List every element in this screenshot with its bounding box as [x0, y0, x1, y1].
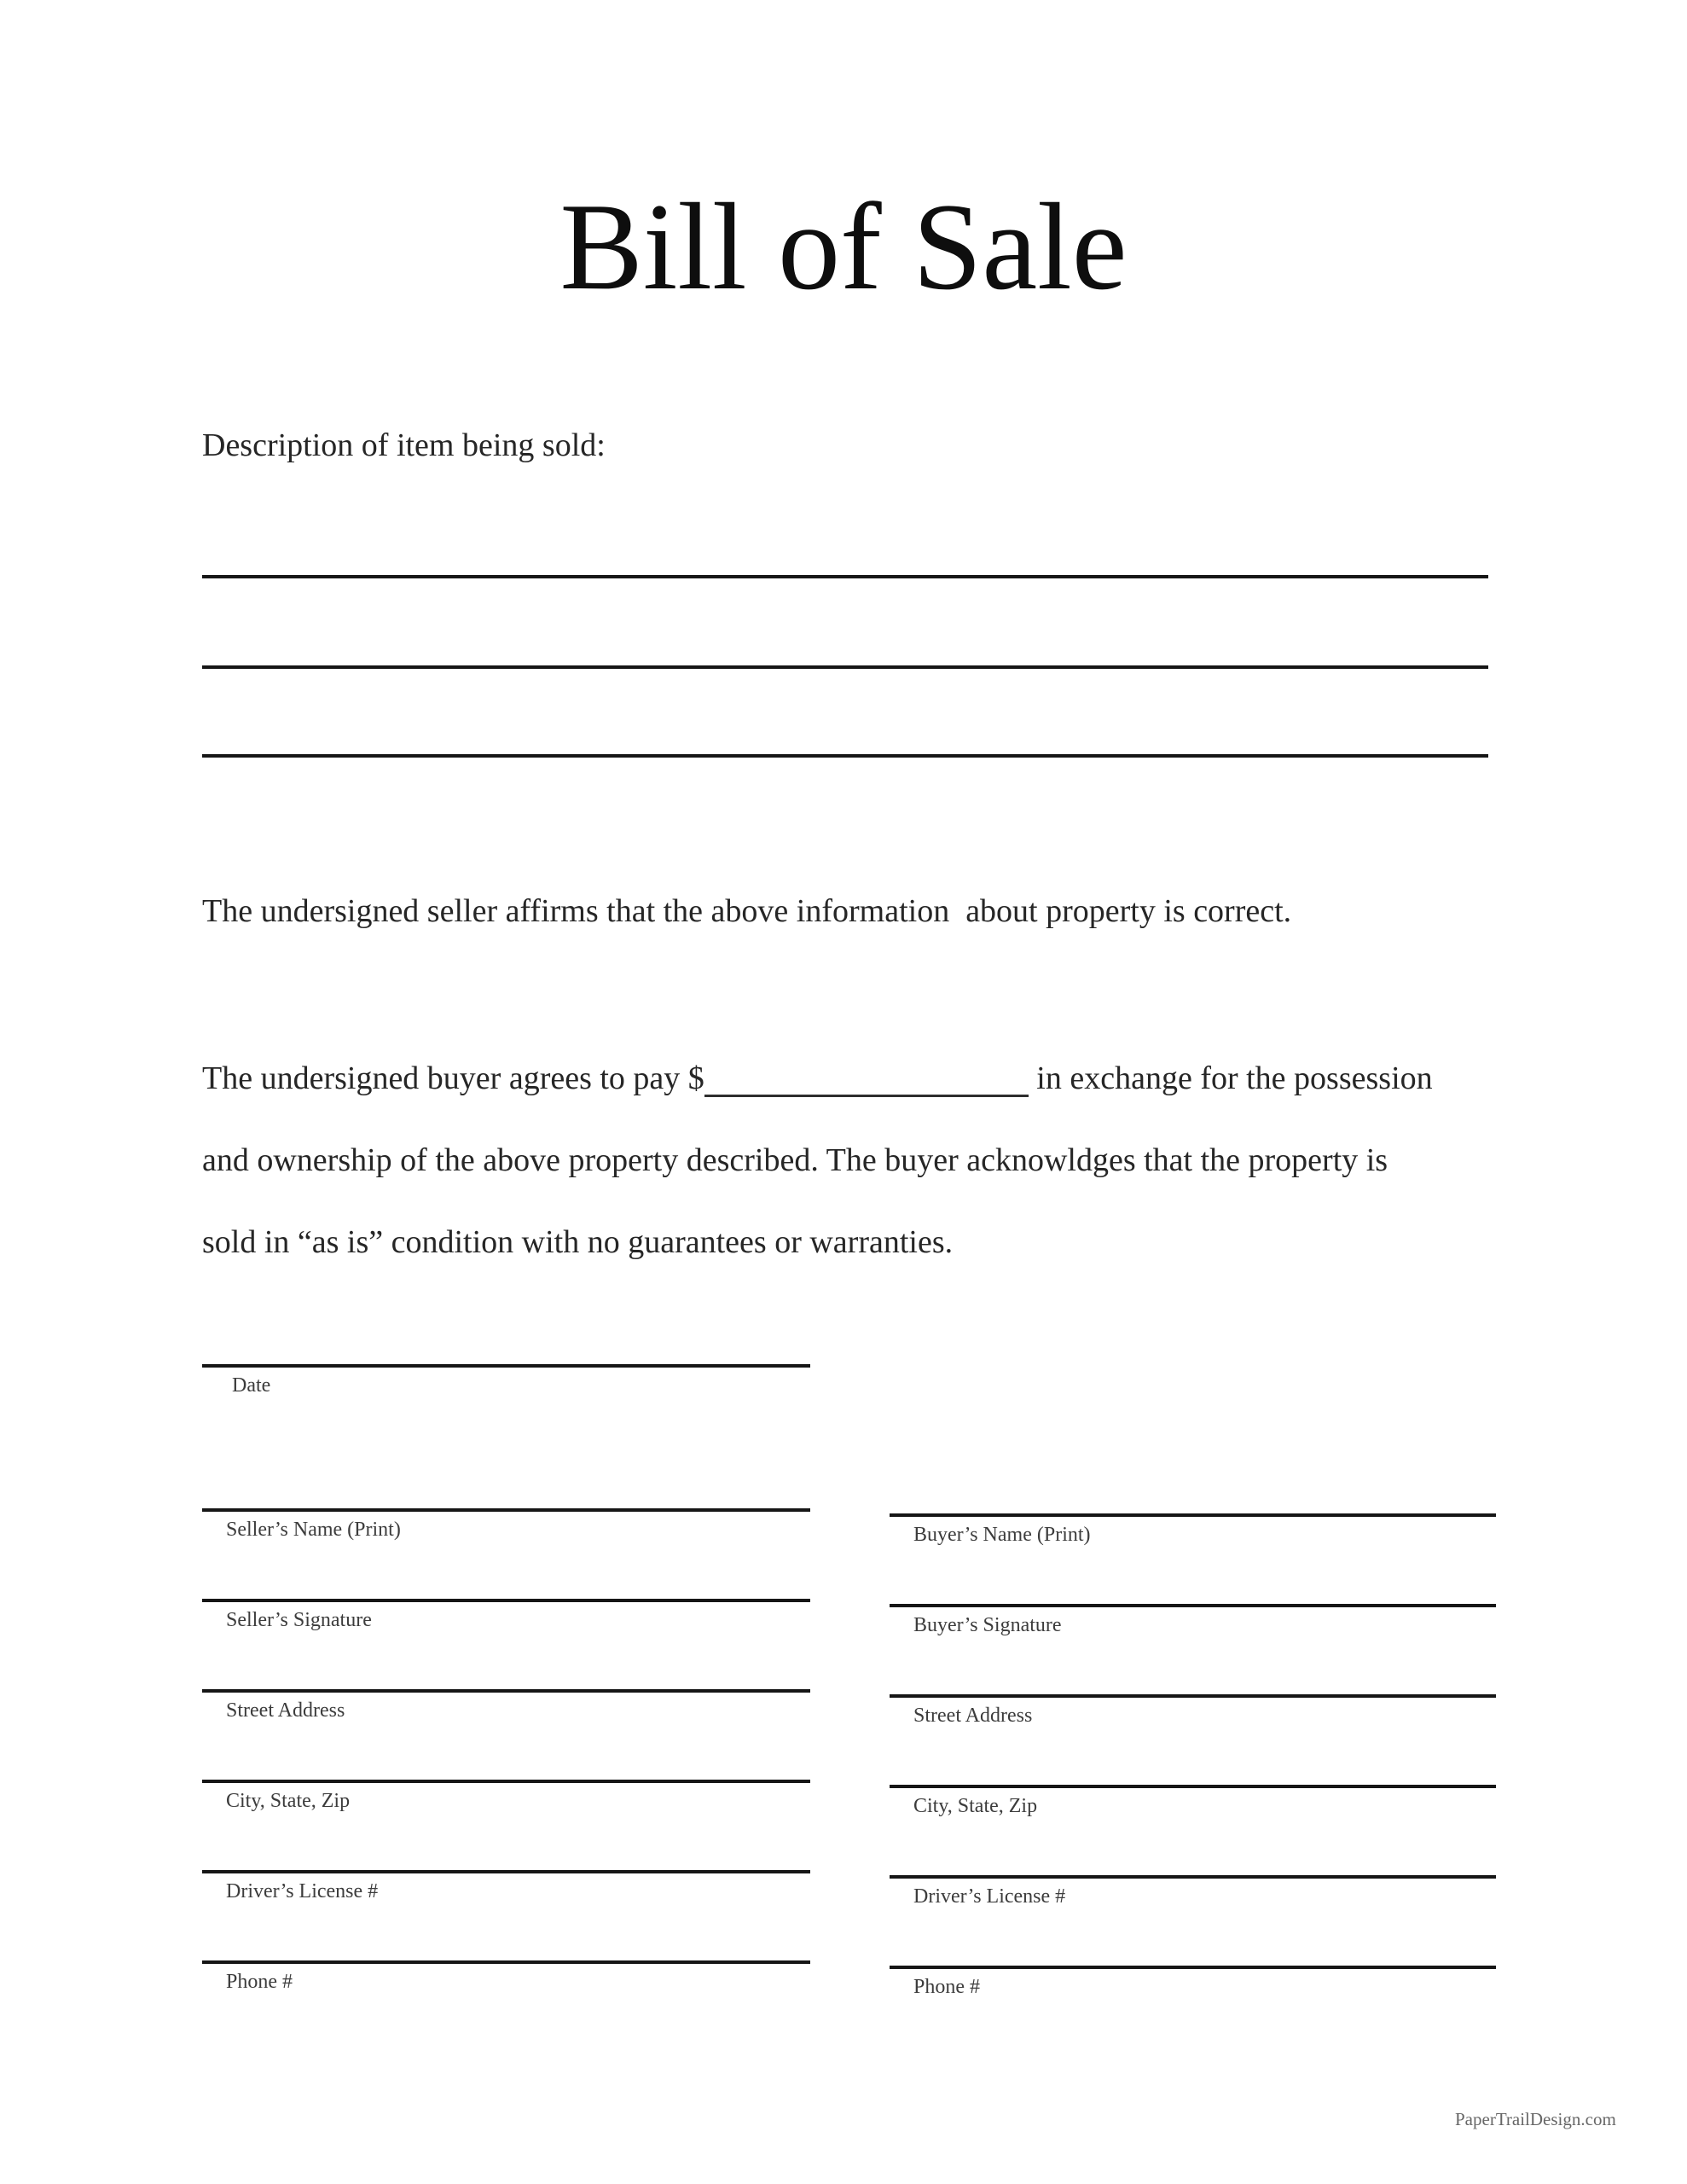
buyer-agreement-line-3: sold in “as is” condition with no guarantees or warranties. [202, 1224, 954, 1260]
amount-fill-line[interactable] [704, 1094, 1029, 1097]
seller-name-print-field[interactable] [202, 1508, 810, 1599]
seller-signature-label: Seller’s Signature [226, 1609, 372, 1631]
seller-street-address-field[interactable] [202, 1689, 810, 1780]
seller-phone-field[interactable] [202, 1960, 810, 2051]
buyer-phone-label: Phone # [913, 1976, 980, 1998]
buyer-agreement-line-1 [202, 1060, 1433, 1097]
description-fill-line-3[interactable] [202, 754, 1488, 758]
buyer-name-print-label: Buyer’s Name (Print) [913, 1524, 1091, 1546]
seller-street-address-label: Street Address [226, 1699, 345, 1722]
seller-drivers-license-field[interactable] [202, 1870, 810, 1960]
seller-signature-column [202, 1508, 810, 2051]
seller-city-state-zip-field[interactable] [202, 1780, 810, 1870]
buyer-drivers-license-field[interactable] [890, 1875, 1496, 1966]
seller-signature-field[interactable] [202, 1599, 810, 1689]
page-title: Bill of Sale [559, 177, 1128, 316]
buyer-agreement-prefix: The undersigned buyer agrees to pay $ [202, 1060, 704, 1096]
buyer-signature-field[interactable] [890, 1604, 1496, 1694]
description-fill-line-2[interactable] [202, 665, 1488, 669]
buyer-name-print-field[interactable] [890, 1513, 1496, 1604]
buyer-signature-column [890, 1513, 1496, 2056]
date-field[interactable] [202, 1364, 810, 1501]
buyer-city-state-zip-label: City, State, Zip [913, 1795, 1038, 1817]
description-label: Description of item being sold: [202, 427, 606, 463]
buyer-phone-field[interactable] [890, 1966, 1496, 2056]
footer-credit: PaperTrailDesign.com [1455, 2109, 1616, 2129]
description-fill-line-1[interactable] [202, 575, 1488, 578]
buyer-agreement-line-2: and ownership of the above property described. The buyer acknowldges that the property is [202, 1142, 1388, 1178]
seller-drivers-license-label: Driver’s License # [226, 1880, 379, 1902]
seller-name-print-label: Seller’s Name (Print) [226, 1519, 401, 1541]
buyer-agreement-suffix: in exchange for the possession [1028, 1060, 1433, 1096]
date-label: Date [232, 1374, 271, 1397]
buyer-street-address-field[interactable] [890, 1694, 1496, 1785]
seller-affirmation-text: The undersigned seller affirms that the above information about property is correct. [202, 893, 1292, 929]
buyer-drivers-license-label: Driver’s License # [913, 1885, 1066, 1908]
buyer-street-address-label: Street Address [913, 1705, 1033, 1727]
seller-phone-label: Phone # [226, 1971, 293, 1993]
buyer-signature-label: Buyer’s Signature [913, 1614, 1062, 1636]
buyer-city-state-zip-field[interactable] [890, 1785, 1496, 1875]
seller-city-state-zip-label: City, State, Zip [226, 1790, 351, 1812]
